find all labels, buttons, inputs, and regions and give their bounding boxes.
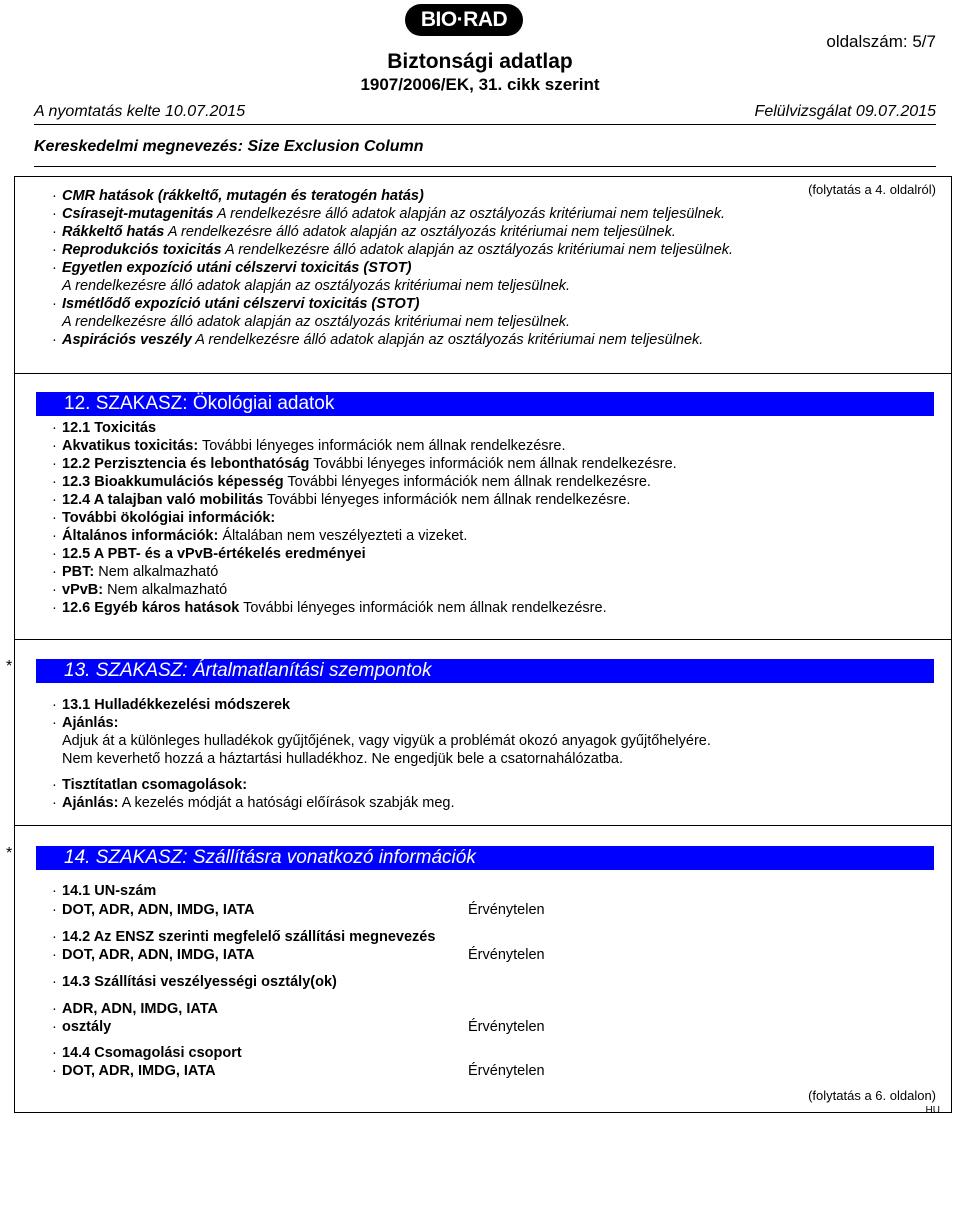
s14-hazard-class-label: · 14.3 Szállítási veszélyességi osztály(ok) [52, 974, 337, 990]
s13-line-2: · Ajánlás: [52, 715, 119, 731]
s11-line-9: · Aspirációs veszély A rendelkezésre álló adatok alapján az osztályozás kritériumai nem teljesülnek. [52, 332, 704, 348]
s11-line-3: · Rákkeltő hatás A rendelkezésre álló adatok alapján az osztályozás kritériumai nem teljesülnek. [52, 224, 676, 240]
hazard-class-value: Érvénytelen [468, 1019, 545, 1035]
s14-shipping-name-row: · DOT, ADR, ADN, IMDG, IATA Érvénytelen [52, 947, 545, 963]
s12-line-2: · Akvatikus toxicitás: További lényeges információk nem állnak rendelkezésre. [52, 438, 566, 454]
continuation-to: (folytatás a 6. oldalon) [808, 1088, 936, 1103]
s14-shipping-name-label: · 14.2 Az ENSZ szerinti megfelelő szállítási megnevezés [52, 929, 436, 945]
frame-top [14, 176, 952, 177]
page-number: oldalszám: 5/7 [826, 32, 936, 51]
s14-hazard-class-modes: · ADR, ADN, IMDG, IATA [52, 1001, 218, 1017]
packing-group-value: Érvénytelen [468, 1063, 545, 1079]
s14-hazard-class-row: · osztály Érvénytelen [52, 1019, 545, 1035]
s13-line-5: · Tisztítatlan csomagolások: [52, 777, 248, 793]
s12-line-1: · 12.1 Toxicitás [52, 420, 157, 436]
document-title: Biztonsági adatlap [387, 50, 573, 73]
s11-line-7: · Ismétlődő expozíció utáni célszervi toxicitás (STOT) [52, 296, 420, 312]
section-14-heading: 14. SZAKASZ: Szállításra vonatkozó információk [36, 846, 934, 870]
s12-line-8: · 12.5 A PBT- és a vPvB-értékelés eredményei [52, 546, 366, 562]
s12-line-6: · További ökológiai információk: [52, 510, 276, 526]
s13-line-4: Nem keverhető hozzá a háztartási hulladékhoz. Ne engedjük bele a csatornahálózatba. [62, 751, 624, 767]
s12-line-4: · 12.3 Bioakkumulációs képesség További lényeges információk nem állnak rendelkezésre. [52, 474, 651, 490]
section-13-heading: 13. SZAKASZ: Ártalmatlanítási szempontok [36, 659, 934, 683]
s14-un-number-label: · 14.1 UN-szám [52, 883, 157, 899]
s14-un-number-row: · DOT, ADR, ADN, IMDG, IATA Érvénytelen [52, 902, 545, 918]
trade-name-divider [34, 166, 936, 167]
continuation-from: (folytatás a 4. oldalról) [808, 182, 936, 197]
print-date: A nyomtatás kelte 10.07.2015 [34, 103, 246, 120]
change-marker-14: * [6, 845, 13, 862]
s11-line-5: · Egyetlen expozíció utáni célszervi toxicitás (STOT) [52, 260, 412, 276]
s11-line-8: A rendelkezésre álló adatok alapján az osztályozás kritériumai nem teljesülnek. [62, 314, 571, 330]
frame-left [14, 176, 15, 1112]
section-12-heading: 12. SZAKASZ: Ökológiai adatok [36, 392, 934, 416]
s14-packing-group-row: · DOT, ADR, IMDG, IATA Érvénytelen [52, 1063, 545, 1079]
s12-line-9: · PBT: Nem alkalmazható [52, 564, 219, 580]
s12-line-3: · 12.2 Perzisztencia és lebonthatóság További lényeges információk nem állnak rendelkezésre. [52, 456, 677, 472]
document-subtitle: 1907/2006/EK, 31. cikk szerint [360, 75, 600, 94]
shipping-name-value: Érvénytelen [468, 947, 545, 963]
trade-name: Kereskedelmi megnevezés: Size Exclusion Column [34, 138, 424, 155]
s12-line-7: · Általános információk: Általában nem veszélyezteti a vizeket. [52, 528, 468, 544]
frame-bottom [14, 1112, 952, 1113]
s14-packing-group-label: · 14.4 Csomagolási csoport [52, 1045, 242, 1061]
divider-11-12 [14, 373, 952, 374]
un-number-value: Érvénytelen [468, 902, 545, 918]
logo-text: BIO·RAD [420, 8, 508, 31]
s11-line-6: A rendelkezésre álló adatok alapján az osztályozás kritériumai nem teljesülnek. [62, 278, 571, 294]
s12-line-5: · 12.4 A talajban való mobilitás További lényeges információk nem állnak rendelkezésre. [52, 492, 631, 508]
s11-line-4: · Reprodukciós toxicitás A rendelkezésre álló adatok alapján az osztályozás kritériumai nem teljesülnek. [52, 242, 734, 258]
s12-line-10: · vPvB: Nem alkalmazható [52, 582, 228, 598]
s13-line-6: · Ajánlás: A kezelés módját a hatósági előírások szabják meg. [52, 795, 455, 811]
s13-line-3: Adjuk át a különleges hulladékok gyűjtőjének, vagy vigyük a problémát okozó anyagok gyűjtőhelyére. [62, 733, 711, 749]
header-divider [34, 124, 936, 125]
bio-rad-logo [405, 4, 523, 36]
language-code: HU [925, 1105, 940, 1116]
revision-date: Felülvizsgálat 09.07.2015 [754, 103, 936, 120]
divider-13-14 [14, 825, 952, 826]
s13-line-1: · 13.1 Hulladékkezelési módszerek [52, 697, 291, 713]
frame-right [951, 176, 952, 1112]
change-marker-13: * [6, 658, 13, 675]
s11-line-2: · Csírasejt-mutagenitás A rendelkezésre álló adatok alapján az osztályozás kritériumai nem teljesülnek. [52, 206, 726, 222]
divider-12-13 [14, 639, 952, 640]
s12-line-11: · 12.6 Egyéb káros hatások További lényeges információk nem állnak rendelkezésre. [52, 600, 607, 616]
s11-line-1: · CMR hatások (rákkeltő, mutagén és teratogén hatás) [52, 188, 424, 204]
